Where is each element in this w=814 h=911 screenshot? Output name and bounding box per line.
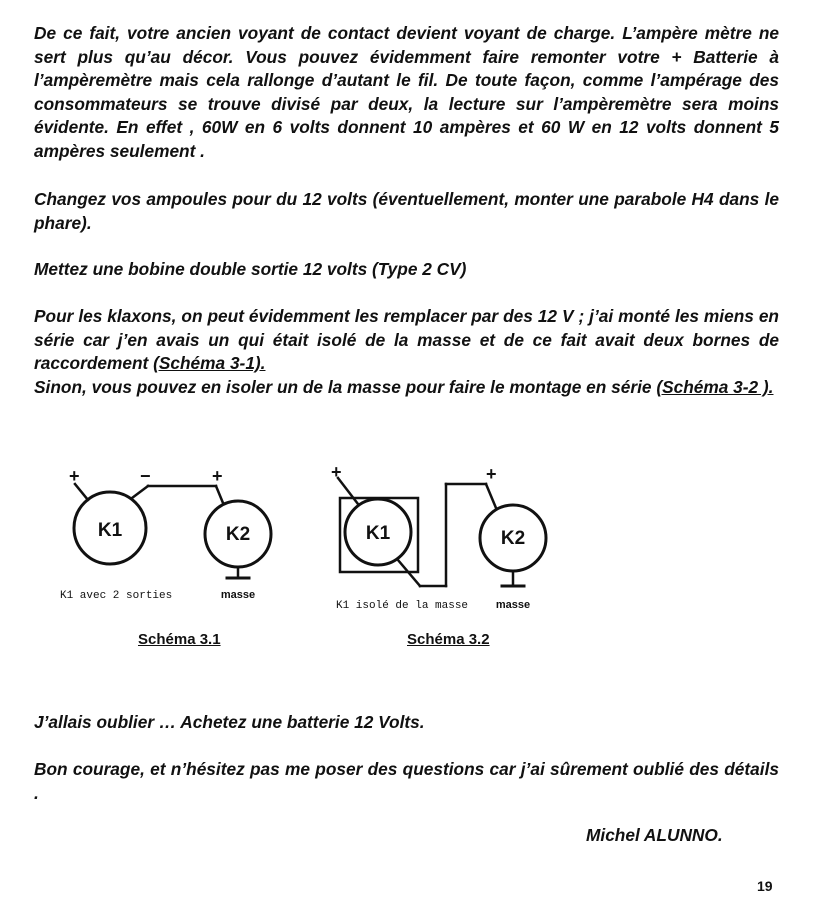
schema-3-1-plus-wire: [75, 484, 88, 500]
page-number: 19: [757, 878, 773, 894]
paragraph-bulbs: Changez vos ampoules pour du 12 volts (éventuellement, monter une parabole H4 dans le phare).: [34, 189, 779, 233]
paragraph-horns-text: Pour les klaxons, on peut évidemment les remplacer par des 12 V ; j’ai monté les miens en série car j’en avais un qui était isolé de la masse et de ce fait avait deux bornes de raccordement: [34, 306, 779, 373]
schema-3-1-link-wire-c: [216, 486, 223, 503]
schema-3-2-plus-sign-right: +: [486, 464, 497, 484]
schema-3-2-k2-label: K2: [500, 528, 526, 549]
schema-3-1-reference: (Schéma 3-1).: [153, 353, 266, 373]
author-signature: Michel ALUNNO.: [586, 825, 723, 845]
paragraph-coil: Mettez une bobine double sortie 12 volts (Type 2 CV): [34, 259, 467, 279]
schema-3-2-k1-label: K1: [365, 523, 391, 544]
schema-3-1-link-wire-a: [132, 486, 148, 498]
paragraph-battery: J’allais oublier … Achetez une batterie 12 Volts.: [34, 712, 425, 732]
paragraph-horns: [34, 305, 779, 376]
horn-wiring-figure: [60, 460, 560, 620]
schema-3-1-title: Schéma 3.1: [138, 631, 221, 648]
schema-3-2-ground-caption: masse: [495, 599, 531, 611]
paragraph-isolate-text: Sinon, vous pouvez en isoler un de la masse pour faire le montage en série: [34, 377, 657, 397]
schema-3-1-plus-sign-right: +: [212, 466, 223, 486]
schema-3-2-reference: (Schéma 3-2 ).: [656, 377, 774, 397]
schema-3-1-k2-label: K2: [225, 524, 251, 545]
schema-3-1-ground-caption: masse: [220, 589, 256, 601]
schema-3-1-k1-caption: K1 avec 2 sorties: [60, 590, 173, 602]
schema-3-2-title: Schéma 3.2: [407, 631, 490, 648]
paragraph-closing: Bon courage, et n’hésitez pas me poser des questions car j’ai sûrement oublié des détails .: [34, 759, 779, 803]
schema-3-1-minus-sign: −: [140, 466, 151, 486]
schema-3-2-link-wire-e: [486, 484, 496, 508]
schema-3-1-plus-sign: +: [69, 466, 80, 486]
schema-3-2-plus-sign: +: [331, 462, 342, 482]
paragraph-ammeter: De ce fait, votre ancien voyant de contact devient voyant de charge. L’ampère mètre ne sert plus qu’au décor. Vous pouvez évidemment faire remonter votre + Batterie à l’ampèremètre mais cela rallonge d’autant le fil. De toute façon, comme l’ampérage des consommateurs se trouve divisé par deux, la lecture sur l’ampèremètre sera moins évidente. En effet , 60W en 6 volts donnent 10 ampères et 60 W en 12 volts donnent 5 ampères seulement .: [34, 23, 779, 161]
schema-3-1-k1-label: K1: [97, 520, 123, 541]
schema-3-2-k1-caption: K1 isolé de la masse: [336, 600, 469, 612]
paragraph-isolate: [34, 376, 779, 400]
